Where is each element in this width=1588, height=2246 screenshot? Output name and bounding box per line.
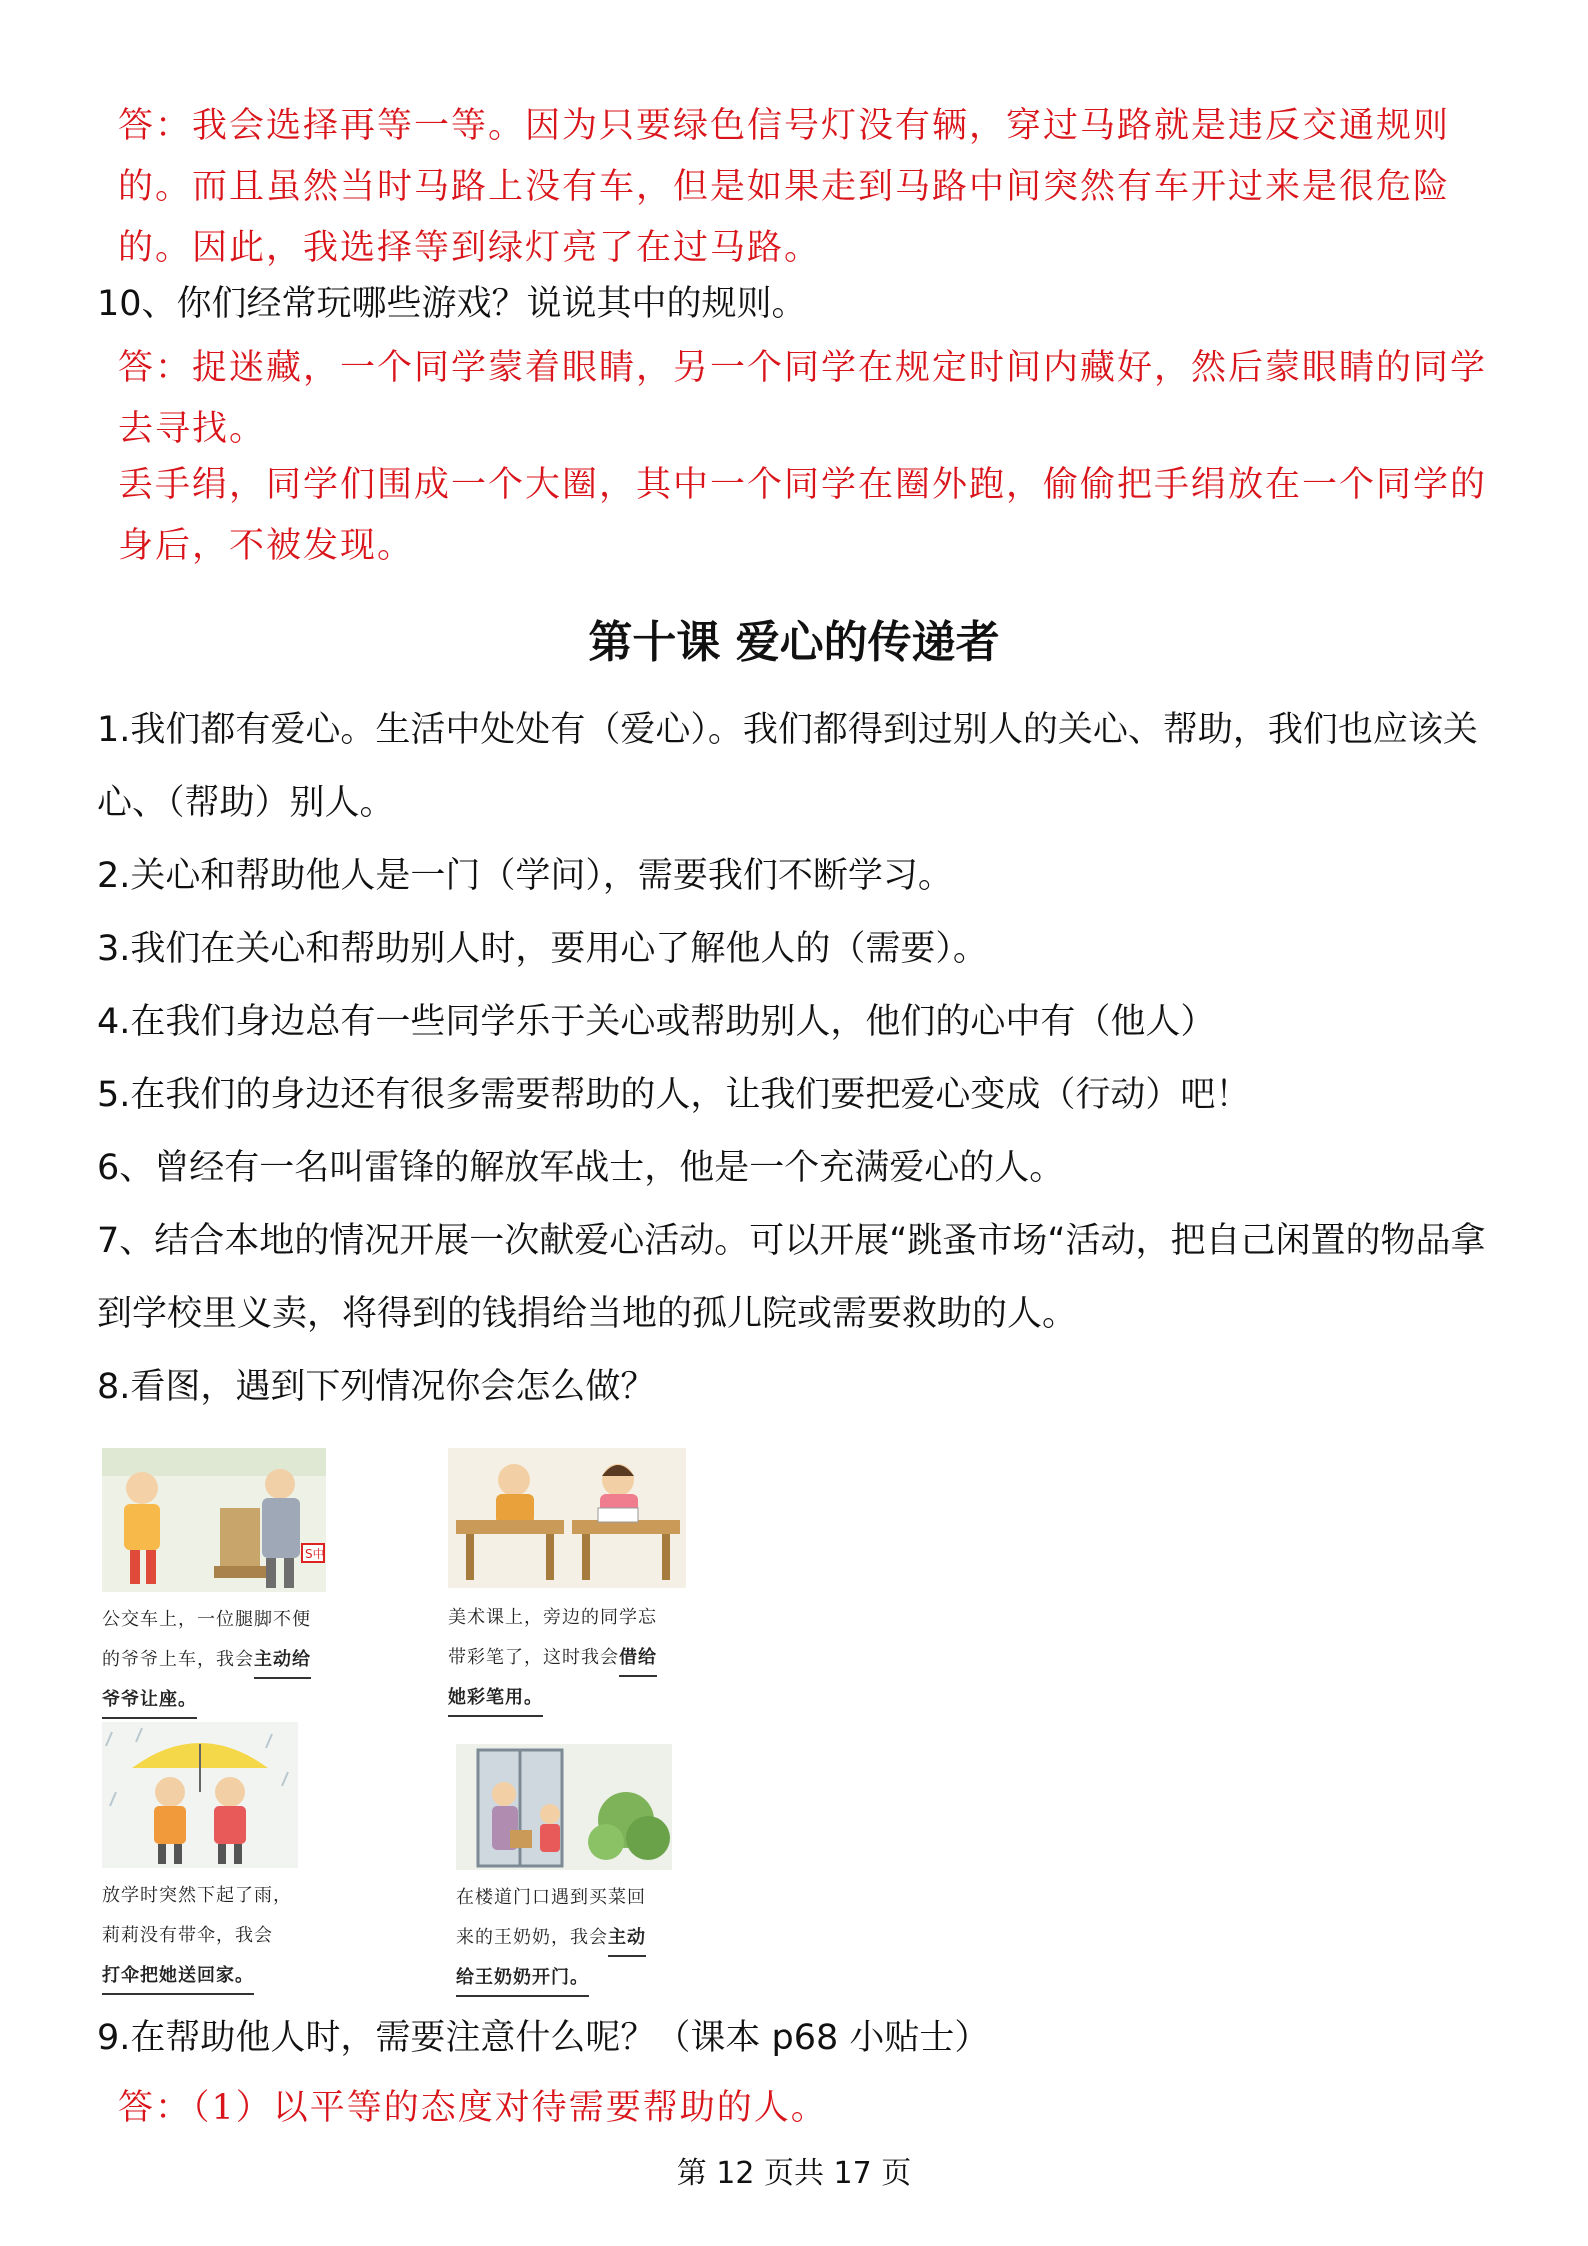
caption-door-answer-b: 给王奶奶开门。 <box>456 1963 589 1997</box>
page-number: 第 12 页共 17 页 <box>676 2156 912 2191</box>
caption-door-answer-a: 主动 <box>608 1923 646 1957</box>
answer-traffic: 答：我会选择再等一等。因为只要绿色信号灯没有辆，穿过马路就是违反交通规则的。而且虽然当时马路上没有车，但是如果走到马路中间突然有车开过来是很危险的。因此，我选择等到绿灯亮了在过马路。 <box>118 106 1451 268</box>
caption-door-line1: 在楼道门口遇到买菜回 <box>456 1887 646 1908</box>
caption-rain-line2: 莉莉没有带伞，我会 <box>102 1925 273 1946</box>
caption-door-line2: 来的王奶奶，我会 <box>456 1927 608 1948</box>
panel-rain <box>102 1722 298 1996</box>
answer-9-1: 答：（1）以平等的态度对待需要帮助的人。 <box>118 2088 828 2128</box>
rain-illustration <box>102 1722 298 1868</box>
item-8: 8.看图，遇到下列情况你会怎么做？ <box>97 1367 656 1407</box>
panel-door <box>456 1744 672 1998</box>
caption-art-answer-b: 她彩笔用。 <box>448 1683 543 1717</box>
item-6: 6、曾经有一名叫雷锋的解放军战士，他是一个充满爱心的人。 <box>97 1148 1065 1188</box>
panel-bus <box>102 1448 326 1720</box>
question-10: 10、你们经常玩哪些游戏？说说其中的规则。 <box>97 284 807 324</box>
item-2: 2.关心和帮助他人是一门（学问），需要我们不断学习。 <box>97 856 953 896</box>
answer-10-drop-handkerchief: 丢手绢，同学们围成一个大圈，其中一个同学在圈外跑，偷偷把手绢放在一个同学的身后，不被发现。 <box>118 465 1488 566</box>
art-class-illustration <box>448 1448 686 1588</box>
answer-10-hide-and-seek: 答：捉迷藏，一个同学蒙着眼睛，另一个同学在规定时间内藏好，然后蒙眼睛的同学去寻找。 <box>118 348 1488 449</box>
bus-illustration <box>102 1448 326 1592</box>
caption-art-line1: 美术课上，旁边的同学忘 <box>448 1607 657 1628</box>
item-7: 7、结合本地的情况开展一次献爱心活动。可以开展“跳蚤市场“活动，把自己闲置的物品拿到学校里义卖，将得到的钱捐给当地的孤儿院或需要救助的人。 <box>97 1221 1486 1334</box>
lesson-title: 第十课 爱心的传递者 <box>588 617 1000 668</box>
caption-bus-line1: 公交车上，一位腿脚不便 <box>102 1609 311 1630</box>
bus-stop-sign: S中 <box>305 1547 325 1561</box>
item-4: 4.在我们身边总有一些同学乐于关心或帮助别人，他们的心中有（他人） <box>97 1002 1216 1042</box>
item-1: 1.我们都有爱心。生活中处处有（爱心）。我们都得到过别人的关心、帮助，我们也应该关心、（帮助）别人。 <box>97 710 1478 823</box>
caption-rain-line1: 放学时突然下起了雨， <box>102 1885 292 1906</box>
caption-bus-answer-a: 主动给 <box>254 1645 311 1679</box>
caption-rain-answer: 打伞把她送回家。 <box>102 1961 254 1995</box>
caption-bus-line2: 的爷爷上车，我会 <box>102 1649 254 1670</box>
caption-bus-answer-b: 爷爷让座。 <box>102 1685 197 1719</box>
caption-art-line2: 带彩笔了，这时我会 <box>448 1647 619 1668</box>
door-illustration <box>456 1744 672 1870</box>
panel-art-class <box>448 1448 686 1718</box>
question-9: 9.在帮助他人时，需要注意什么呢？（课本 p68 小贴士） <box>97 2018 990 2058</box>
item-3: 3.我们在关心和帮助别人时，要用心了解他人的（需要）。 <box>97 929 988 969</box>
caption-art-answer-a: 借给 <box>619 1643 657 1677</box>
item-5: 5.在我们的身边还有很多需要帮助的人，让我们要把爱心变成（行动）吧！ <box>97 1075 1251 1115</box>
